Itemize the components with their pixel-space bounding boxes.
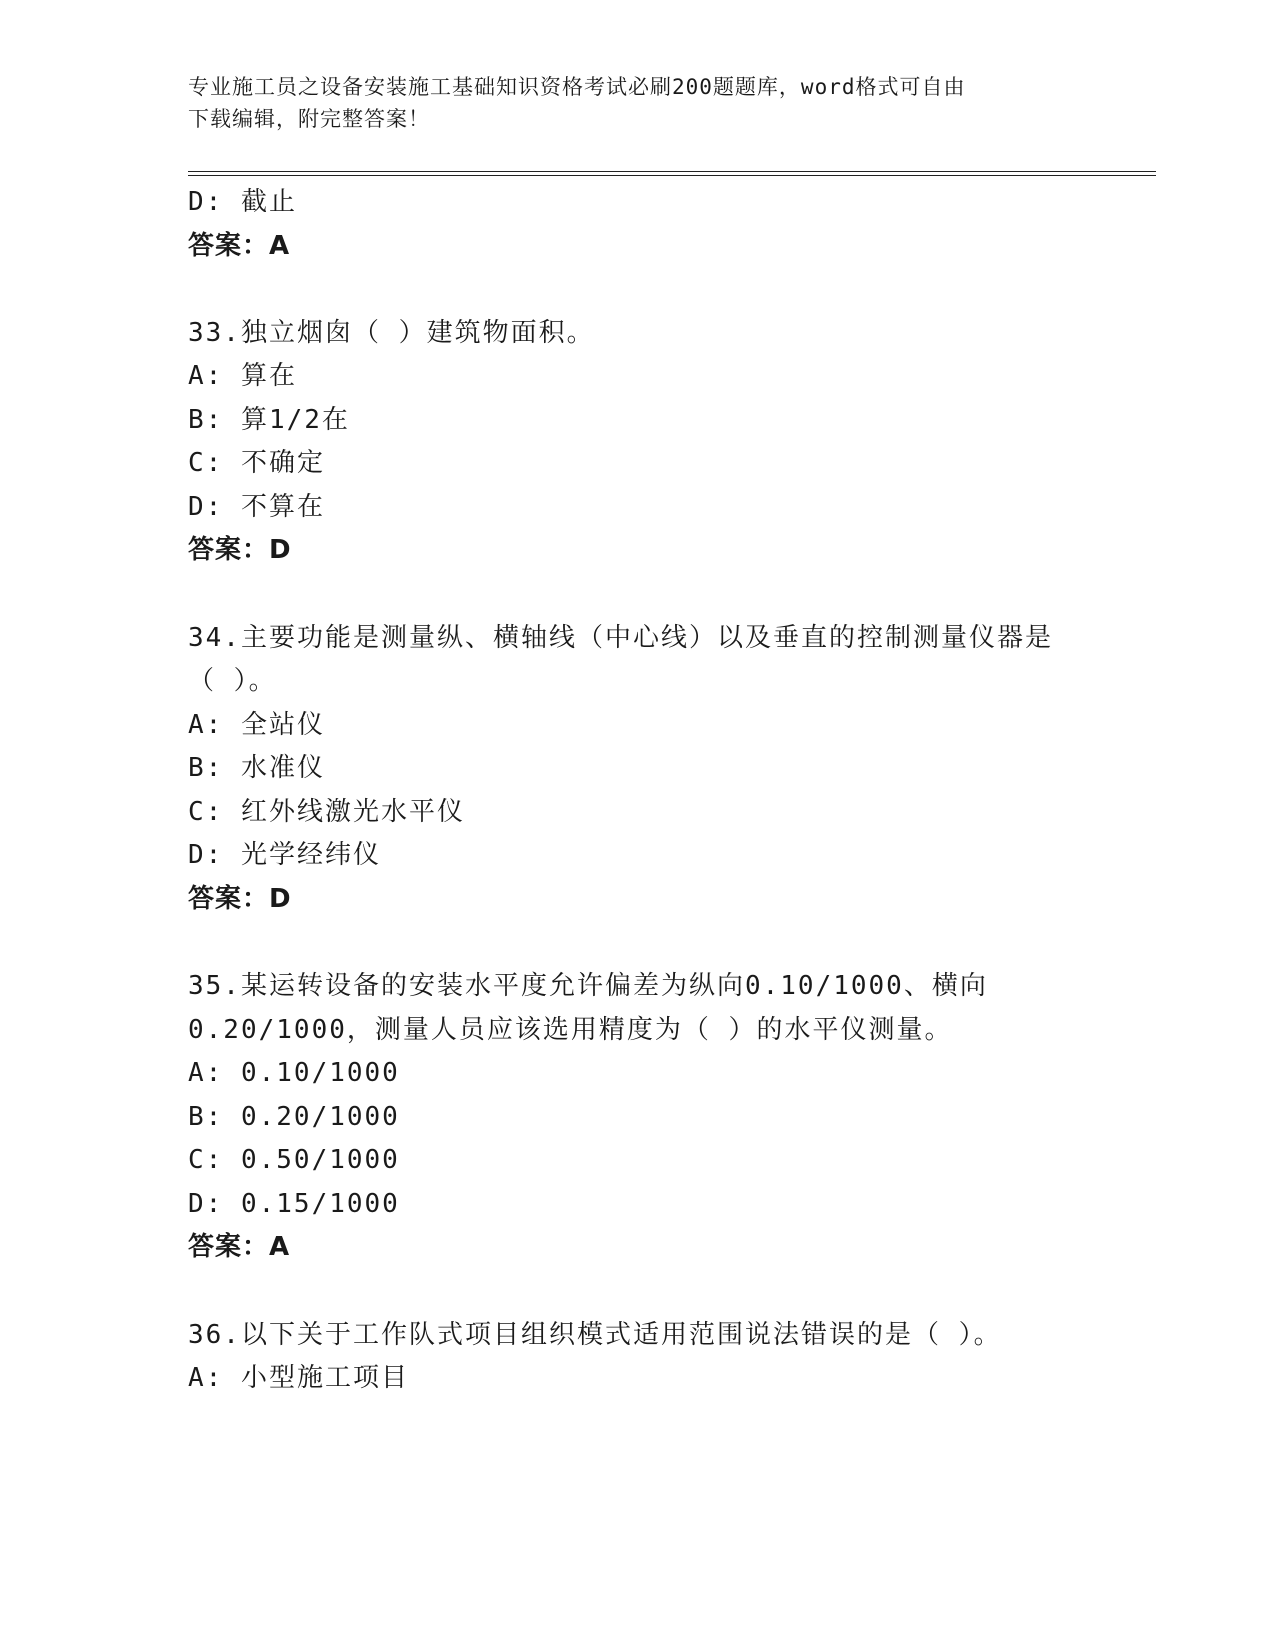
q34-stem-line-1: 34.主要功能是测量纵、横轴线（中心线）以及垂直的控制测量仪器是 [188,623,1053,653]
q35-option-c: C: 0.50/1000 [188,1145,400,1175]
q36-stem: 36.以下关于工作队式项目组织模式适用范围说法错误的是（ ）。 [188,1320,1002,1350]
q33-answer: 答案：D [188,535,292,565]
q34-stem-line-2: （ ）。 [188,666,277,696]
q34-option-c: C: 红外线激光水平仪 [188,797,465,827]
q36-option-a: A: 小型施工项目 [188,1363,409,1393]
q33-option-d: D: 不算在 [188,492,325,522]
header-rule-bottom [188,175,1156,176]
q34-option-a: A: 全站仪 [188,710,325,740]
q34-option-b: B: 水准仪 [188,753,325,783]
q33-option-a: A: 算在 [188,361,297,391]
prev-option-d: D: 截止 [188,187,297,217]
q34-option-d: D: 光学经纬仪 [188,840,381,870]
prev-answer: 答案：A [188,231,291,261]
q35-option-a: A: 0.10/1000 [188,1058,400,1088]
q34-answer: 答案：D [188,884,292,914]
q35-option-d: D: 0.15/1000 [188,1189,400,1219]
header-rule-top [188,171,1156,172]
q33-stem: 33.独立烟囱（ ）建筑物面积。 [188,318,595,348]
page-header-line-1: 专业施工员之设备安装施工基础知识资格考试必刷200题题库，word格式可自由 [188,75,966,99]
q35-stem-line-1: 35.某运转设备的安装水平度允许偏差为纵向0.10/1000、横向 [188,971,988,1001]
q35-answer: 答案：A [188,1232,291,1262]
page-header-line-2: 下载编辑，附完整答案！ [188,107,430,131]
q35-option-b: B: 0.20/1000 [188,1102,400,1132]
q33-option-c: C: 不确定 [188,448,325,478]
q35-stem-line-2: 0.20/1000，测量人员应该选用精度为（ ）的水平仪测量。 [188,1015,953,1045]
q33-option-b: B: 算1/2在 [188,405,350,435]
